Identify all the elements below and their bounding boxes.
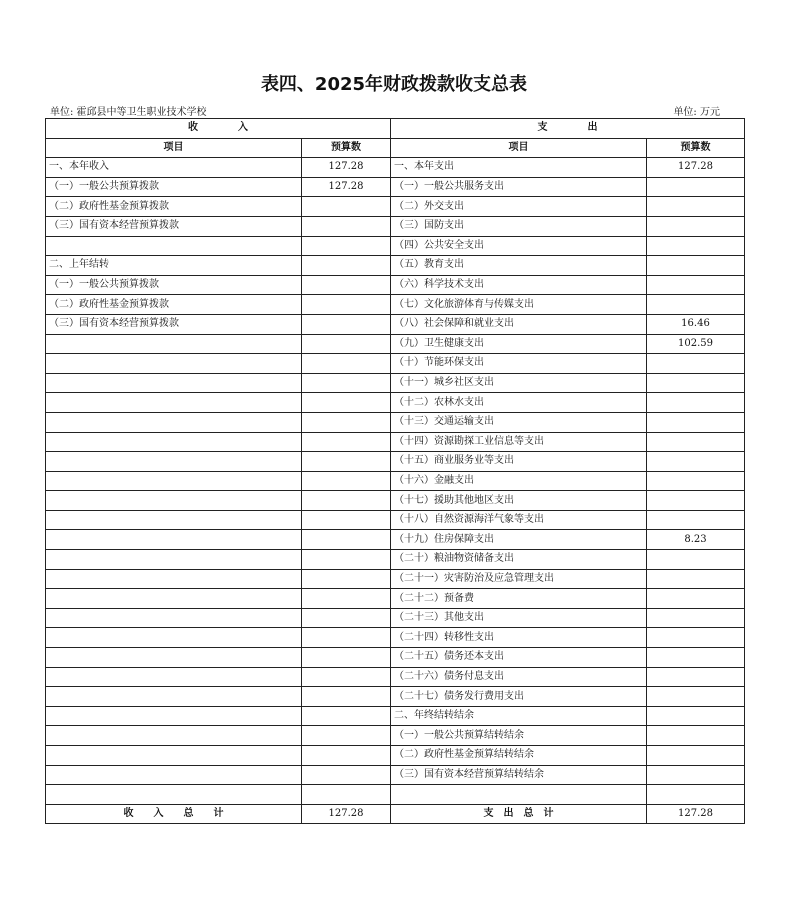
income-budget-cell [302, 628, 391, 648]
expense-item-cell: （四）公共安全支出 [391, 236, 647, 256]
expense-budget-header: 预算数 [647, 138, 745, 158]
expense-budget-cell [647, 393, 745, 413]
expense-item-cell: （二十七）债务发行费用支出 [391, 687, 647, 707]
expense-item-cell: （二十一）灾害防治及应急管理支出 [391, 569, 647, 589]
income-budget-cell [302, 275, 391, 295]
income-budget-cell [302, 510, 391, 530]
column-header-row [46, 138, 745, 158]
income-budget-cell [302, 667, 391, 687]
income-budget-cell [302, 569, 391, 589]
expense-budget-cell [647, 373, 745, 393]
income-total-value: 127.28 [302, 804, 391, 824]
expense-item-cell: （七）文化旅游体育与传媒支出 [391, 295, 647, 315]
expense-budget-cell [647, 550, 745, 570]
income-item-cell [46, 589, 302, 609]
expense-item-cell: （三）国有资本经营预算结转结余 [391, 765, 647, 785]
expense-item-cell: （一）一般公共预算结转结余 [391, 726, 647, 746]
expense-budget-cell [647, 726, 745, 746]
expense-budget-cell [647, 687, 745, 707]
expense-budget-cell: 16.46 [647, 314, 745, 334]
expense-budget-cell [647, 569, 745, 589]
income-budget-cell [302, 687, 391, 707]
table-row [46, 746, 745, 766]
income-item-cell [46, 608, 302, 628]
expense-budget-cell: 8.23 [647, 530, 745, 550]
income-item-cell [46, 746, 302, 766]
table-row [46, 471, 745, 491]
table-row [46, 236, 745, 256]
expense-budget-cell [647, 510, 745, 530]
expense-item-header: 项目 [391, 138, 647, 158]
expense-budget-cell [647, 236, 745, 256]
table-row [46, 608, 745, 628]
expense-item-cell: （三）国防支出 [391, 216, 647, 236]
table-row [46, 785, 745, 805]
table-row [46, 354, 745, 374]
income-budget-cell [302, 785, 391, 805]
income-section-header: 收 入 [46, 119, 391, 139]
income-item-cell [46, 628, 302, 648]
expense-budget-cell [647, 765, 745, 785]
income-budget-cell [302, 589, 391, 609]
expense-item-cell: （二十四）转移性支出 [391, 628, 647, 648]
table-row [46, 334, 745, 354]
expense-budget-cell [647, 197, 745, 217]
table-row [46, 687, 745, 707]
income-budget-cell [302, 746, 391, 766]
income-item-cell [46, 491, 302, 511]
income-budget-cell [302, 550, 391, 570]
expense-item-cell: （八）社会保障和就业支出 [391, 314, 647, 334]
expense-item-cell: （二）政府性基金预算结转结余 [391, 746, 647, 766]
income-budget-cell: 127.28 [302, 177, 391, 197]
income-item-cell [46, 471, 302, 491]
income-budget-cell [302, 412, 391, 432]
expense-item-cell: （五）教育支出 [391, 256, 647, 276]
income-budget-header: 预算数 [302, 138, 391, 158]
expense-section-header: 支 出 [391, 119, 745, 139]
table-row [46, 491, 745, 511]
income-budget-cell [302, 314, 391, 334]
income-item-cell [46, 373, 302, 393]
income-item-cell [46, 334, 302, 354]
table-row [46, 412, 745, 432]
income-budget-cell [302, 765, 391, 785]
income-budget-cell [302, 726, 391, 746]
income-item-cell [46, 726, 302, 746]
table-row [46, 726, 745, 746]
section-header-row [46, 119, 745, 139]
fiscal-summary-table [45, 118, 745, 824]
income-item-cell: 一、本年收入 [46, 158, 302, 178]
table-row [46, 589, 745, 609]
income-budget-cell [302, 471, 391, 491]
income-budget-cell [302, 648, 391, 668]
expense-item-cell: （十二）农林水支出 [391, 393, 647, 413]
table-row [46, 216, 745, 236]
table-row [46, 197, 745, 217]
expense-item-cell: （六）科学技术支出 [391, 275, 647, 295]
expense-item-cell [391, 785, 647, 805]
expense-budget-cell [647, 648, 745, 668]
table-row [46, 667, 745, 687]
income-budget-cell [302, 236, 391, 256]
income-item-cell: （三）国有资本经营预算拨款 [46, 314, 302, 334]
table-row [46, 452, 745, 472]
income-budget-cell [302, 491, 391, 511]
expense-item-cell: （十五）商业服务业等支出 [391, 452, 647, 472]
income-budget-cell [302, 706, 391, 726]
income-item-cell [46, 550, 302, 570]
table-row [46, 177, 745, 197]
unit-organization: 单位: 霍邱县中等卫生职业技术学校 [50, 107, 207, 118]
expense-budget-cell [647, 452, 745, 472]
expense-total-value: 127.28 [647, 804, 745, 824]
totals-row [46, 804, 745, 824]
expense-item-cell: （十六）金融支出 [391, 471, 647, 491]
expense-budget-cell [647, 412, 745, 432]
table-row [46, 648, 745, 668]
expense-item-cell: （十）节能环保支出 [391, 354, 647, 374]
income-item-header: 项目 [46, 138, 302, 158]
table-row [46, 432, 745, 452]
income-item-cell [46, 393, 302, 413]
table-row [46, 569, 745, 589]
table-row [46, 295, 745, 315]
table-row [46, 550, 745, 570]
income-item-cell [46, 530, 302, 550]
expense-total-label: 支 出 总 计 [391, 804, 647, 824]
income-item-cell [46, 510, 302, 530]
income-item-cell [46, 706, 302, 726]
income-budget-cell [302, 373, 391, 393]
income-item-cell [46, 236, 302, 256]
expense-budget-cell [647, 275, 745, 295]
income-budget-cell: 127.28 [302, 158, 391, 178]
income-item-cell [46, 412, 302, 432]
income-total-label: 收 入 总 计 [46, 804, 302, 824]
expense-budget-cell [647, 256, 745, 276]
expense-item-cell: （十七）援助其他地区支出 [391, 491, 647, 511]
income-budget-cell [302, 256, 391, 276]
table-row [46, 275, 745, 295]
expense-budget-cell [647, 785, 745, 805]
table-row [46, 706, 745, 726]
expense-item-cell: （十一）城乡社区支出 [391, 373, 647, 393]
expense-budget-cell [647, 706, 745, 726]
income-budget-cell [302, 216, 391, 236]
expense-budget-cell [647, 491, 745, 511]
expense-item-cell: 二、年终结转结余 [391, 706, 647, 726]
expense-budget-cell [647, 746, 745, 766]
income-item-cell: （一）一般公共预算拨款 [46, 275, 302, 295]
income-item-cell: （二）政府性基金预算拨款 [46, 295, 302, 315]
expense-item-cell: （二十三）其他支出 [391, 608, 647, 628]
table-row [46, 373, 745, 393]
table-row [46, 314, 745, 334]
income-budget-cell [302, 452, 391, 472]
expense-budget-cell [647, 471, 745, 491]
expense-budget-cell [647, 667, 745, 687]
expense-item-cell: （二十五）债务还本支出 [391, 648, 647, 668]
table-row [46, 530, 745, 550]
table-row [46, 393, 745, 413]
income-budget-cell [302, 197, 391, 217]
expense-budget-cell [647, 589, 745, 609]
expense-item-cell: （九）卫生健康支出 [391, 334, 647, 354]
income-budget-cell [302, 608, 391, 628]
expense-item-cell: （十九）住房保障支出 [391, 530, 647, 550]
income-budget-cell [302, 432, 391, 452]
income-budget-cell [302, 530, 391, 550]
expense-item-cell: （十八）自然资源海洋气象等支出 [391, 510, 647, 530]
income-item-cell: 二、上年结转 [46, 256, 302, 276]
income-budget-cell [302, 393, 391, 413]
expense-item-cell: （二十二）预备费 [391, 589, 647, 609]
table-row [46, 256, 745, 276]
income-item-cell [46, 785, 302, 805]
income-budget-cell [302, 295, 391, 315]
expense-item-cell: （十三）交通运输支出 [391, 412, 647, 432]
table-row [46, 510, 745, 530]
expense-budget-cell [647, 216, 745, 236]
income-item-cell [46, 354, 302, 374]
income-item-cell [46, 667, 302, 687]
income-item-cell [46, 569, 302, 589]
expense-budget-cell [647, 628, 745, 648]
income-item-cell: （二）政府性基金预算拨款 [46, 197, 302, 217]
expense-item-cell: （二）外交支出 [391, 197, 647, 217]
expense-item-cell: 一、本年支出 [391, 158, 647, 178]
expense-budget-cell: 127.28 [647, 158, 745, 178]
income-budget-cell [302, 354, 391, 374]
table-row [46, 765, 745, 785]
income-item-cell [46, 648, 302, 668]
page-title: 表四、2025年财政拨款收支总表 [260, 74, 528, 95]
expense-item-cell: （十四）资源勘探工业信息等支出 [391, 432, 647, 452]
income-item-cell: （一）一般公共预算拨款 [46, 177, 302, 197]
expense-budget-cell [647, 608, 745, 628]
income-item-cell [46, 452, 302, 472]
expense-budget-cell [647, 432, 745, 452]
income-item-cell [46, 432, 302, 452]
unit-currency: 单位: 万元 [673, 107, 720, 118]
income-item-cell [46, 765, 302, 785]
expense-budget-cell [647, 354, 745, 374]
expense-budget-cell [647, 295, 745, 315]
expense-item-cell: （一）一般公共服务支出 [391, 177, 647, 197]
income-item-cell: （三）国有资本经营预算拨款 [46, 216, 302, 236]
table-row [46, 628, 745, 648]
income-budget-cell [302, 334, 391, 354]
income-item-cell [46, 687, 302, 707]
expense-budget-cell: 102.59 [647, 334, 745, 354]
expense-budget-cell [647, 177, 745, 197]
table-row [46, 158, 745, 178]
expense-item-cell: （二十）粮油物资储备支出 [391, 550, 647, 570]
expense-item-cell: （二十六）债务付息支出 [391, 667, 647, 687]
